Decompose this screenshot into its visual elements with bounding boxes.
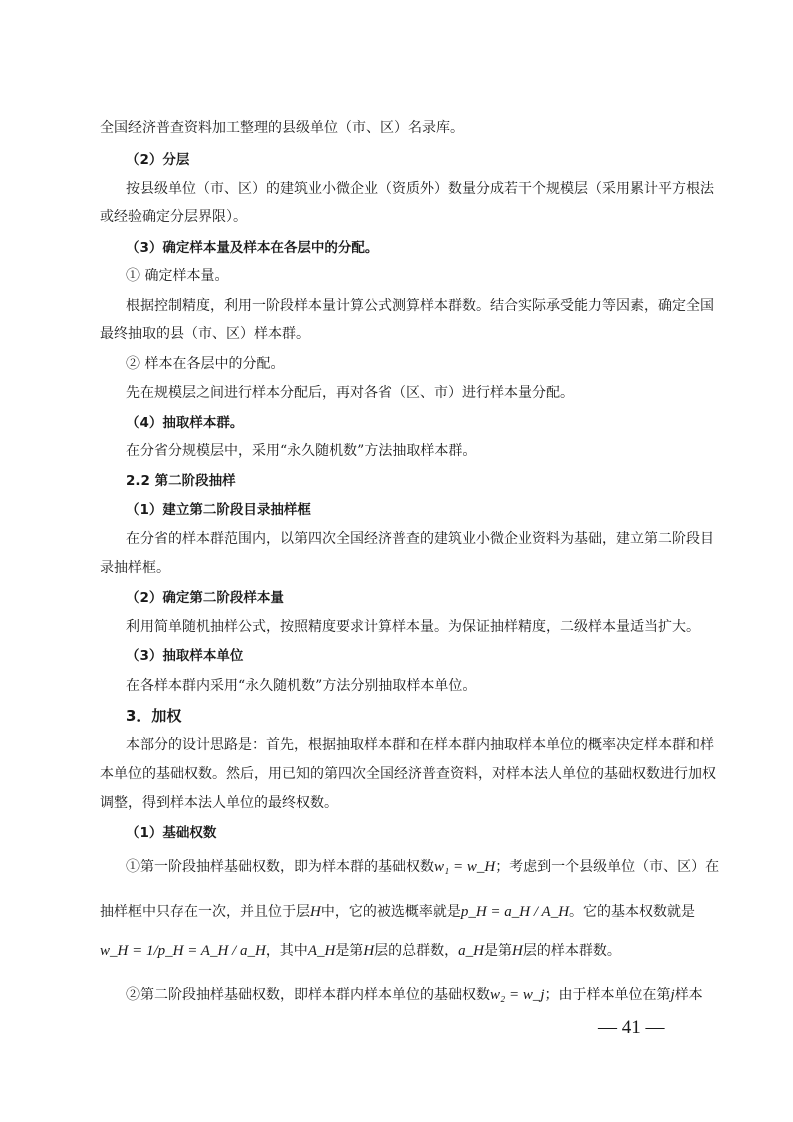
page-number: — 41 — (598, 1017, 665, 1038)
list-item: ① 确定样本量。 (126, 268, 229, 284)
section-heading: 2.2 第二阶段抽样 (126, 473, 236, 489)
subheading: （2）确定第二阶段样本量 (126, 590, 284, 606)
formula-line-3: w_H = 1/p_H = A_H / a_H，其中A_H是第H层的总群数，a_H是第H层的样本群数。 (100, 943, 621, 959)
body-text: 录抽样框。 (100, 560, 170, 576)
subheading: （1）基础权数 (126, 825, 217, 841)
body-text: 按县级单位（市、区）的建筑业小微企业（资质外）数量分成若干个规模层（采用累计平方根法 (126, 181, 714, 197)
subheading: （1）建立第二阶段目录抽样框 (126, 502, 311, 518)
body-text: 利用简单随机抽样公式，按照精度要求计算样本量。为保证抽样精度，二级样本量适当扩大。 (126, 619, 700, 635)
body-text: 调整，得到样本法人单位的最终权数。 (100, 795, 338, 811)
section-heading: 3．加权 (126, 707, 182, 725)
formula-line-2: 抽样框中只存在一次，并且位于层H中，它的被选概率就是p_H = a_H / A_H。它的基本权数就是 (100, 904, 696, 920)
formula-wH: w_H = 1/p_H = A_H / a_H (100, 943, 266, 959)
subheading: （3）抽取样本单位 (126, 648, 244, 664)
body-text: 全国经济普查资料加工整理的县级单位（市、区）名录库。 (100, 120, 464, 136)
body-text: 或经验确定分层界限）。 (100, 209, 247, 225)
body-text: 在分省的样本群范围内，以第四次全国经济普查的建筑业小微企业资料为基础，建立第二阶段目 (126, 531, 714, 547)
body-text: 最终抽取的县（市、区）样本群。 (100, 326, 310, 342)
body-text: 先在规模层之间进行样本分配后，再对各省（区、市）进行样本量分配。 (126, 385, 574, 401)
body-text: 在分省分规模层中，采用“永久随机数”方法抽取样本群。 (126, 443, 477, 459)
body-text: 本部分的设计思路是：首先，根据抽取样本群和在样本群内抽取样本单位的概率决定样本群和样 (126, 737, 714, 753)
formula-pH: p_H = a_H / A_H (460, 904, 570, 920)
subheading: （2）分层 (126, 152, 190, 168)
list-item: ② 样本在各层中的分配。 (126, 356, 285, 372)
formula-line-1: ①第一阶段抽样基础权数，即为样本群的基础权数w₁ = w_H；考虑到一个县级单位（市、区）在 (126, 859, 720, 875)
formula-w1: w₁ = w_H (434, 859, 496, 875)
formula-w2: w₂ = w_j (490, 987, 545, 1003)
body-text: 在各样本群内采用“永久随机数”方法分别抽取样本单位。 (126, 678, 477, 694)
body-text: 本单位的基础权数。然后，用已知的第四次全国经济普查资料，对样本法人单位的基础权数进行加权 (100, 766, 716, 782)
formula-line-4: ②第二阶段抽样基础权数，即样本群内样本单位的基础权数w₂ = w_j；由于样本单位在第j样本 (126, 987, 703, 1003)
subheading: （4）抽取样本群。 (126, 415, 244, 431)
body-text: 根据控制精度，利用一阶段样本量计算公式测算样本群数。结合实际承受能力等因素，确定全国 (126, 298, 714, 314)
subheading: （3）确定样本量及样本在各层中的分配。 (126, 240, 379, 256)
